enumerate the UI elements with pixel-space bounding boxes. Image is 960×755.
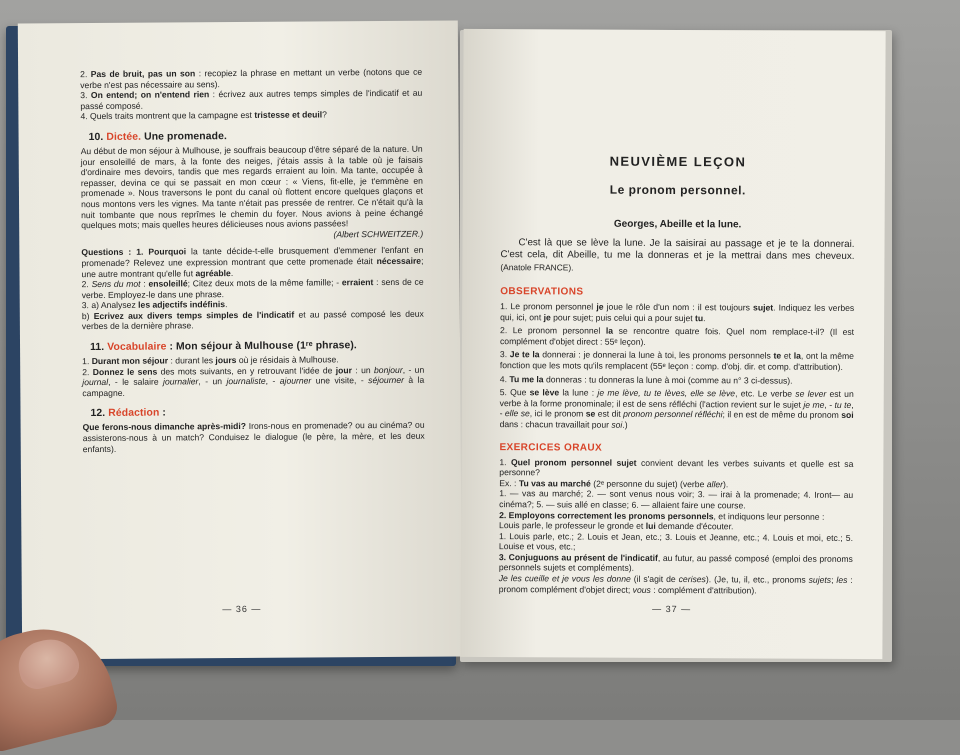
vocab-2: 2. Donnez le sens des mots suivants, en y retrouvant l'idée de jour : un bonjour, - un journal, - le salaire journalier, - un journaliste, - ajourner une visite, - séjourner à la campagne. <box>82 364 425 398</box>
vocab-1: 1. Durant mon séjour : durant les jours où je résidais à Mulhouse. <box>82 354 339 367</box>
dictee-author: (Albert SCHWEITZER.) <box>333 228 424 240</box>
observation-3: 3. Je te la donnerai : je donnerai la lune à toi, les pronoms personnels te et la, ont la même fonction que les mots qu'ils remplacent (55ᵉ leçon : comp. d'obj. dir. et comp. d'attribution). <box>499 349 854 372</box>
redaction-text: Que ferons-nous dimanche après-midi? Irons-nous en promenade? ou au cinéma? ou assisterons-nous à un match? Conduisez le dialogue (le père, la mère, et les deux enfants). <box>82 420 425 454</box>
reading-source: (Anatole FRANCE). <box>500 262 574 273</box>
section-10-heading: 10. Dictée. Une promenade. <box>88 131 227 144</box>
exercise-1-example: Ex. : Tu vas au marché (2ᵉ personne du sujet) (verbe aller). <box>499 477 729 490</box>
exercise-2-example: Louis parle, le professeur le gronde et lui demande d'écouter. <box>499 520 734 532</box>
left-page <box>18 20 462 659</box>
section-12-heading: 12. Rédaction : <box>90 407 167 420</box>
page-number-right: — 37 — <box>652 603 692 615</box>
observation-2: 2. Le pronom personnel la se rencontre quatre fois. Quel nom remplace-t-il? (Il est complément d'objet direct : 55ᵉ leçon). <box>499 325 855 347</box>
exercise-2-list: 1. Louis parle, etc.; 2. Louis et Jean, etc.; 3. Louis et Jeanne, etc.; 4. Louis et moi, etc.; 5. Louise et vous, etc.; <box>498 530 854 552</box>
exercise-1-list: 1. — vas au marché; 2. — sont venus nous voir; 3. — irai à la promenade; 4. Iront— au cinéma?; 5. — suis allé en classe; 6. — allaient faire une course. <box>499 488 854 511</box>
observation-5: 5. Que se lève la lune : je me lève, tu te lèves, elle se lève, etc. Le verbe se lever est un verbe à la forme pronominale; il est de sens réfléchi (l'action revient sur le sujet je me, - tu te, - elle se, ici le pronom se est dit pronom personnel réfléchi; il en est de même du pronom soi dans : chacun travaillait pour soi.) <box>499 387 854 430</box>
questions-3b: b) Ecrivez aux divers temps simples de l'indicatif et au passé composé les deux verbes de la dernière phrase. <box>81 308 424 332</box>
question-3: 3. On entend; on n'entend rien : écrivez aux autres temps simples de l'indicatif et au passé composé. <box>80 87 423 111</box>
dictee-text: Au début de mon séjour à Mulhouse, je souffrais beaucoup d'être séparé de la nature. Un jour ensoleillé de mars, à la fonte des neiges, j'étais assis à la table où je faisais d'ordinaire mes devoirs, tandis que mes regards erraient au loin. Ma tante, occupée à repasser, devina ce qui se passait en mon cœur : « Viens, fit-elle, je t'emmène en promenade ». Nous traversons le pont du canal où flottent encore quelques glaçons et nous montons vers les vignes. Ma tante n'était pas pressée de rentrer. Ce n'était qu'à la nuit tombante que nous reprîmes le chemin du foyer. Nous avions à peine échangé quelques mots; mais quelles heures délicieuses nous avions passées! (Albert SCHWEITZER.) <box>81 144 424 242</box>
section-11-heading: 11. Vocabulaire : Mon séjour à Mulhouse (1ʳᵉ phrase). <box>90 340 357 354</box>
page-number-left: — 36 — <box>222 603 262 615</box>
question-2: 2. Pas de bruit, pas un son : recopiez la phrase en mettant un verbe (notons que ce verbe n'est pas nécessaire au sens). <box>80 66 423 90</box>
questions-3a: 3. a) Analysez les adjectifs indéfinis. <box>81 299 228 311</box>
observations-heading: OBSERVATIONS <box>500 286 584 298</box>
exercise-2: 2. Employons correctement les pronoms personnels, et indiquons leur personne : <box>499 509 825 522</box>
exercise-3: 3. Conjuguons au présent de l'indicatif, au futur, au passé composé (emploi des pronoms personnels sujets et compléments). <box>498 551 853 574</box>
questions-1: Questions : 1. Pourquoi la tante décide-t-elle brusquement d'emmener l'enfant en promenade? Relevez une expression montrant que cette promenade était nécessaire; une autre montrant qu'elle fut agréable. <box>81 245 424 279</box>
reading-title: Georges, Abeille et la lune. <box>613 218 742 231</box>
questions-2: 2. Sens du mot : ensoleillé; Citez deux mots de la même famille; - erraient : sens de ce verbe. Employez-le dans une phrase. <box>81 276 424 300</box>
right-page <box>460 29 885 659</box>
exercices-heading: EXERCICES ORAUX <box>499 441 603 454</box>
observation-1: 1. Le pronom personnel je joue le rôle d'un nom : il est toujours sujet. Indiquez les verbes qui, ici, ont je pour sujet; puis celui qui a pour sujet tu. <box>500 301 855 323</box>
exercise-3-example: Je les cueille et je vous les donne (il s'agit de cerises). (Je, tu, il, etc., pronoms sujets; les : pronom complément d'objet direct; vous : complément d'attribution). <box>498 573 853 596</box>
lesson-title: NEUVIÈME LEÇON <box>609 153 747 170</box>
observation-4: 4. Tu me la donneras : tu donneras la lune à moi (comme au n° 3 ci-dessus). <box>499 373 793 386</box>
question-4: 4. Quels traits montrent que la campagne est tristesse et deuil? <box>80 109 327 122</box>
exercise-1: 1. Quel pronom personnel sujet convient devant les verbes suivants et quelle est sa personne? <box>499 456 854 478</box>
lesson-subtitle: Le pronom personnel. <box>609 182 746 198</box>
reading-text: C'est là que se lève la lune. Je la saisirai au passage et je te la donnerai. C'est cela, dit Abeille, tu me la donneras et je la mettrai dans mes cheveux. (Anatole FRANCE). <box>500 237 855 273</box>
